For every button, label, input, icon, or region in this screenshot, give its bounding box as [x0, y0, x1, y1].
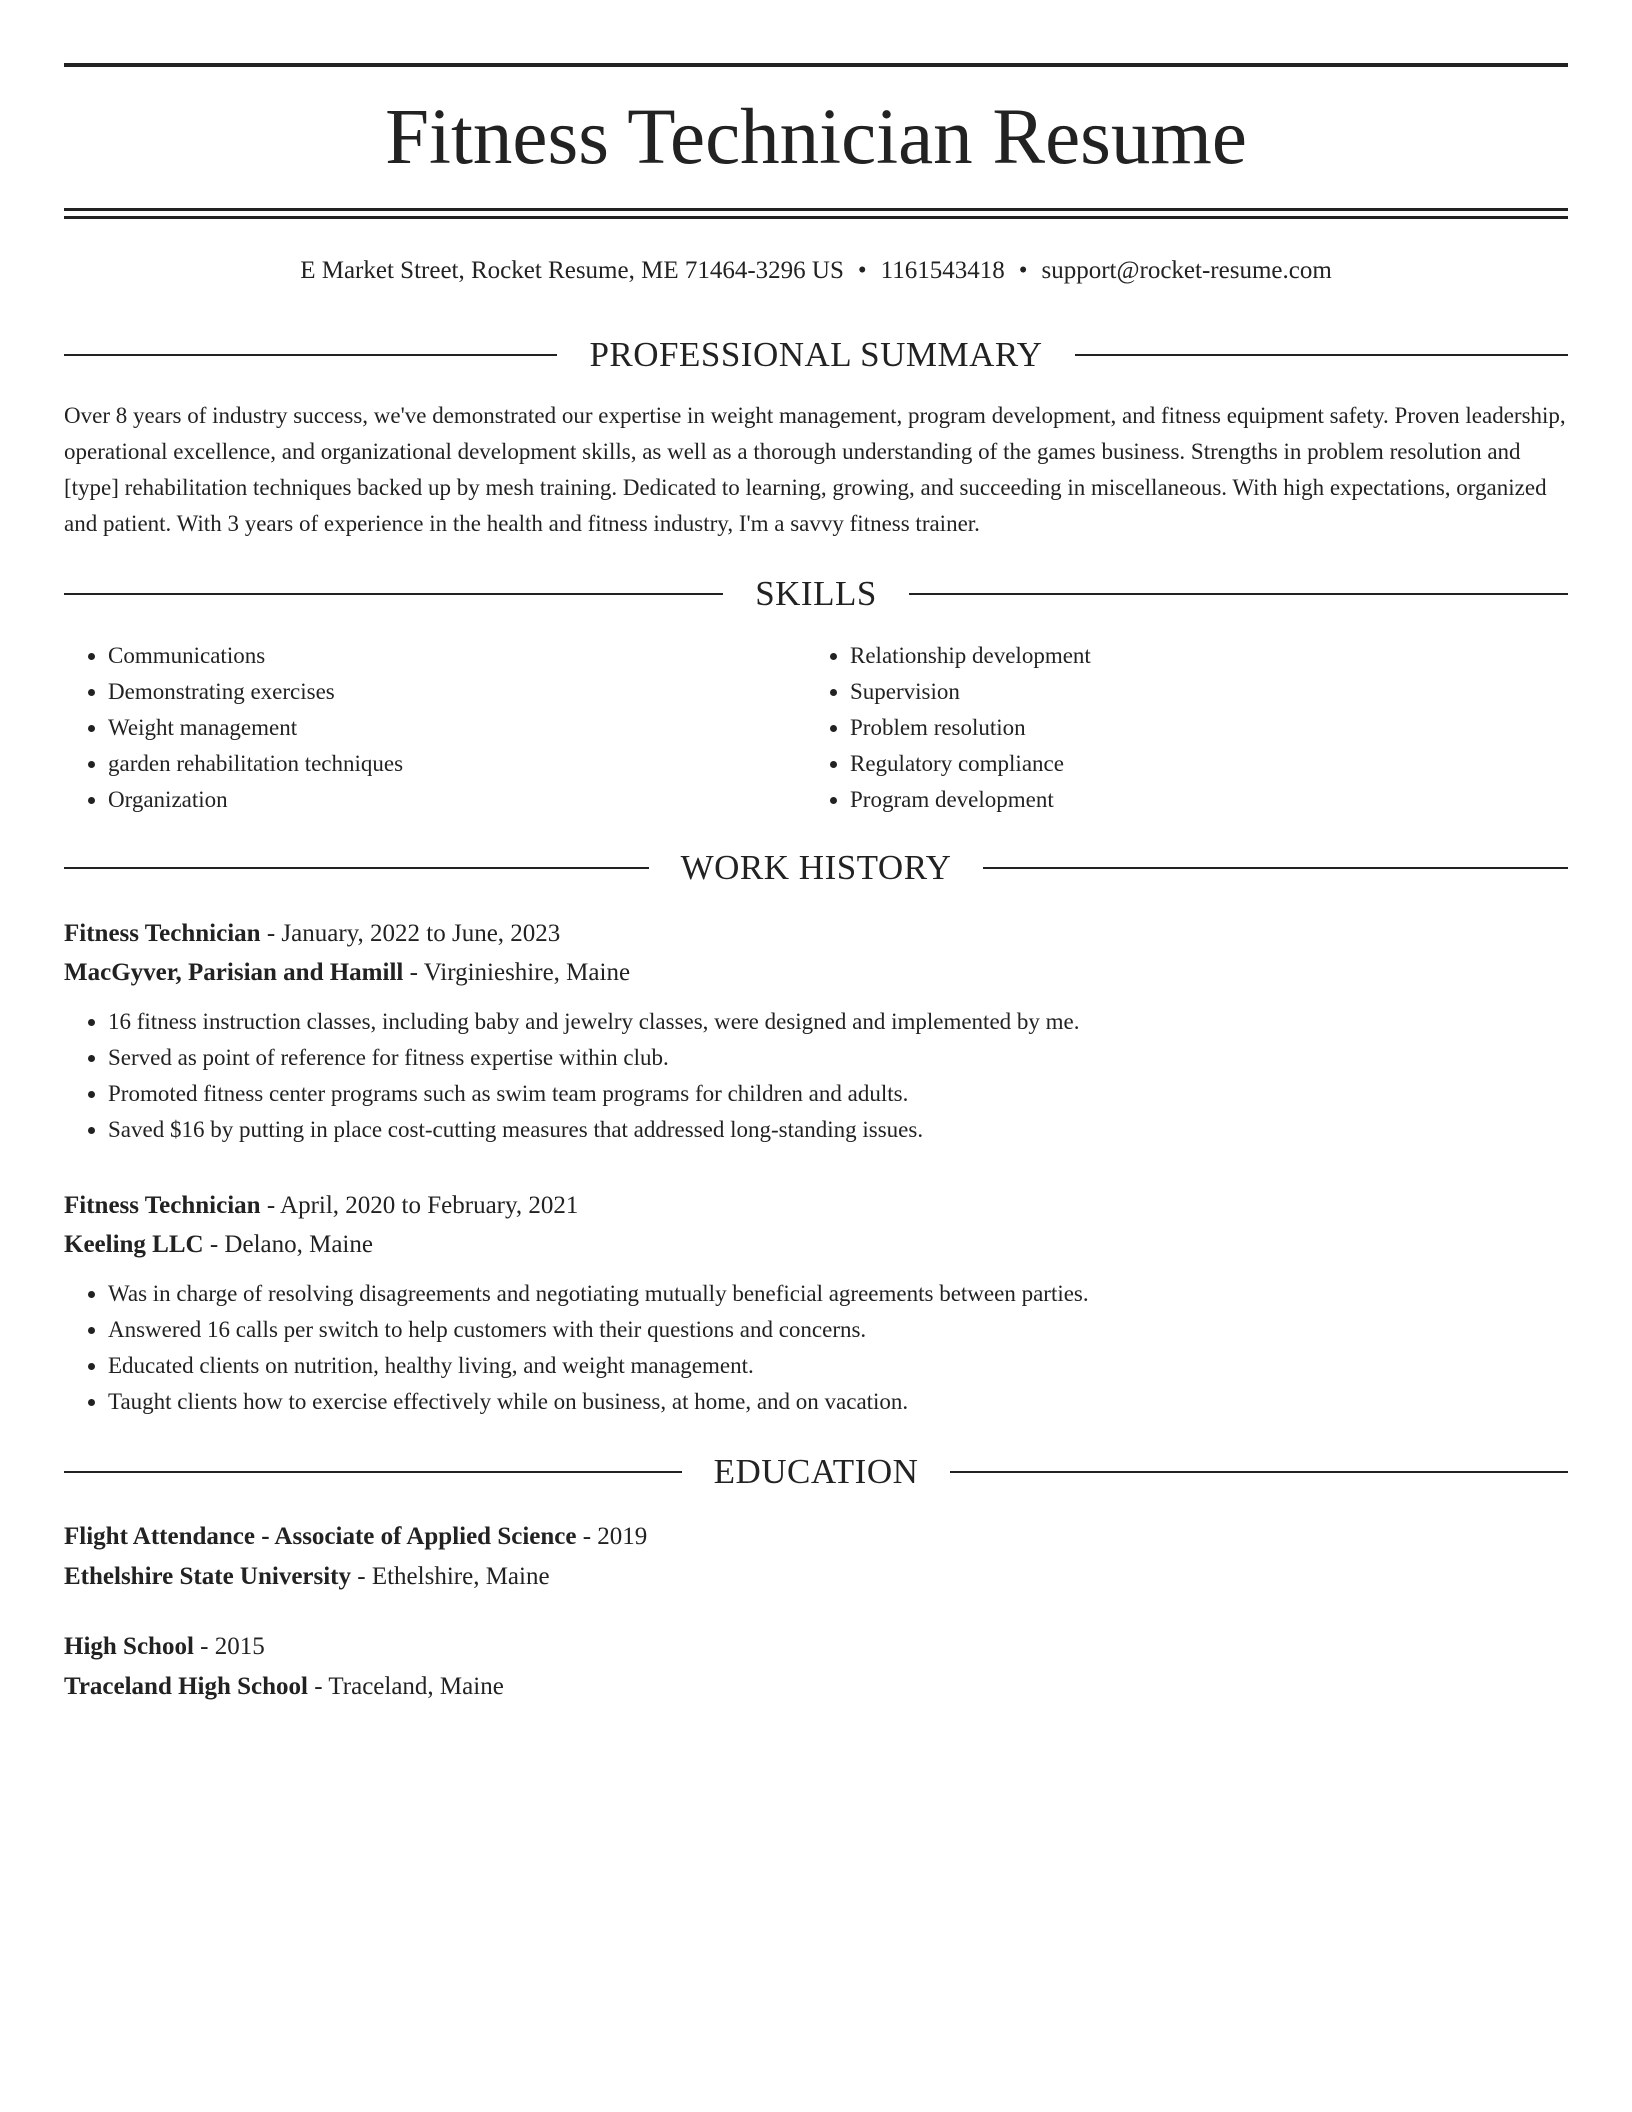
skill-item: • Communications: [108, 638, 806, 674]
section-header-skills: [64, 572, 1568, 616]
education-degree: High School: [64, 1633, 194, 1660]
title-rule-upper: [64, 208, 1568, 211]
skill-item: • Relationship development: [850, 638, 1548, 674]
skills-list: [64, 638, 1568, 818]
contact-phone: 1161543418: [880, 257, 1005, 284]
education-school-line: [64, 1667, 1568, 1707]
job-company: Keeling LLC: [64, 1231, 204, 1258]
section-title-work: WORK HISTORY: [680, 848, 952, 887]
resume-title: Fitness Technician Resume: [385, 94, 1247, 181]
job-dates: - January, 2022 to June, 2023: [260, 920, 561, 947]
job-heading: [64, 1186, 1568, 1225]
job-bullet: • Served as point of reference for fitness expertise within club.: [108, 1040, 1568, 1076]
education-heading: [64, 1517, 1568, 1557]
skill-item: • Problem resolution: [850, 710, 1548, 746]
section-header-summary: [64, 333, 1568, 377]
top-rule: [64, 63, 1568, 67]
job-bullet: • Taught clients how to exercise effectively while on business, at home, and on vacation.: [108, 1384, 1568, 1420]
section-rule: [64, 867, 649, 869]
job-bullets: [64, 1276, 1568, 1420]
contact-separator: •: [857, 257, 867, 284]
section-rule: [909, 593, 1568, 595]
section-rule: [64, 1471, 682, 1473]
education-school: Traceland High School: [64, 1673, 309, 1700]
skill-item: • Program development: [850, 782, 1548, 818]
job-location: - Virginieshire, Maine: [403, 959, 631, 986]
skill-item: • Organization: [108, 782, 806, 818]
section-rule: [950, 1471, 1568, 1473]
job-employer: [64, 1225, 1568, 1264]
job-bullet: • 16 fitness instruction classes, including baby and jewelry classes, were designed and implemented by me.: [108, 1004, 1568, 1040]
job-dates: - April, 2020 to February, 2021: [260, 1192, 579, 1219]
section-title-education: EDUCATION: [713, 1452, 919, 1491]
job-bullet: • Was in charge of resolving disagreements and negotiating mutually beneficial agreements between parties.: [108, 1276, 1568, 1312]
contact-email: support@rocket-resume.com: [1041, 257, 1332, 284]
contact-address: E Market Street, Rocket Resume, ME 71464-3296 US: [300, 257, 844, 284]
summary-text: Over 8 years of industry success, we've demonstrated our expertise in weight management, program development, and fitness equipment safety. Proven leadership, operational excellence, and organizational development skills, as well as a thorough understanding of the games business. Strengths in problem resolution and [type] rehabilitation techniques backed up by mesh training. Dedicated to learning, growing, and succeeding in miscellaneous. With high expectations, organized and patient. With 3 years of experience in the health and fitness industry, I'm a savvy fitness trainer.: [64, 403, 1566, 536]
skill-item: • Weight management: [108, 710, 806, 746]
job-bullet: • Saved $16 by putting in place cost-cutting measures that addressed long-standing issues.: [108, 1112, 1568, 1148]
education-school-line: [64, 1557, 1568, 1597]
skill-item: • Demonstrating exercises: [108, 674, 806, 710]
section-title-skills: SKILLS: [755, 574, 877, 613]
skill-item: • Supervision: [850, 674, 1548, 710]
title-rule-lower: [64, 216, 1568, 219]
section-header-work: [64, 846, 1568, 890]
section-rule: [983, 867, 1568, 869]
job-bullet: • Promoted fitness center programs such as swim team programs for children and adults.: [108, 1076, 1568, 1112]
job-bullet: • Answered 16 calls per switch to help customers with their questions and concerns.: [108, 1312, 1568, 1348]
section-rule: [1075, 354, 1568, 356]
job-heading: [64, 914, 1568, 953]
work-entry: [64, 1186, 1568, 1420]
education-location: - Traceland, Maine: [308, 1673, 504, 1700]
education-school: Ethelshire State University: [64, 1563, 352, 1590]
education-location: - Ethelshire, Maine: [351, 1563, 550, 1590]
work-entry: [64, 914, 1568, 1148]
education-entry: [64, 1517, 1568, 1597]
job-location: - Delano, Maine: [203, 1231, 373, 1258]
job-title: Fitness Technician: [64, 1192, 261, 1219]
job-employer: [64, 953, 1568, 992]
job-bullet: • Educated clients on nutrition, healthy living, and weight management.: [108, 1348, 1568, 1384]
contact-separator: •: [1018, 257, 1028, 284]
skills-column-right: [806, 638, 1548, 818]
section-title-summary: PROFESSIONAL SUMMARY: [589, 335, 1043, 374]
skill-item: • garden rehabilitation techniques: [108, 746, 806, 782]
section-rule: [64, 593, 723, 595]
education-year: - 2019: [576, 1523, 648, 1550]
job-title: Fitness Technician: [64, 920, 261, 947]
contact-line: [64, 254, 1568, 288]
section-header-education: [64, 1450, 1568, 1494]
skills-column-left: [64, 638, 806, 818]
education-heading: [64, 1627, 1568, 1667]
job-company: MacGyver, Parisian and Hamill: [64, 959, 404, 986]
education-year: - 2015: [193, 1633, 265, 1660]
job-bullets: [64, 1004, 1568, 1148]
section-rule: [64, 354, 557, 356]
education-entry: [64, 1627, 1568, 1707]
skill-item: • Regulatory compliance: [850, 746, 1548, 782]
education-degree: Flight Attendance - Associate of Applied Science: [64, 1523, 577, 1550]
